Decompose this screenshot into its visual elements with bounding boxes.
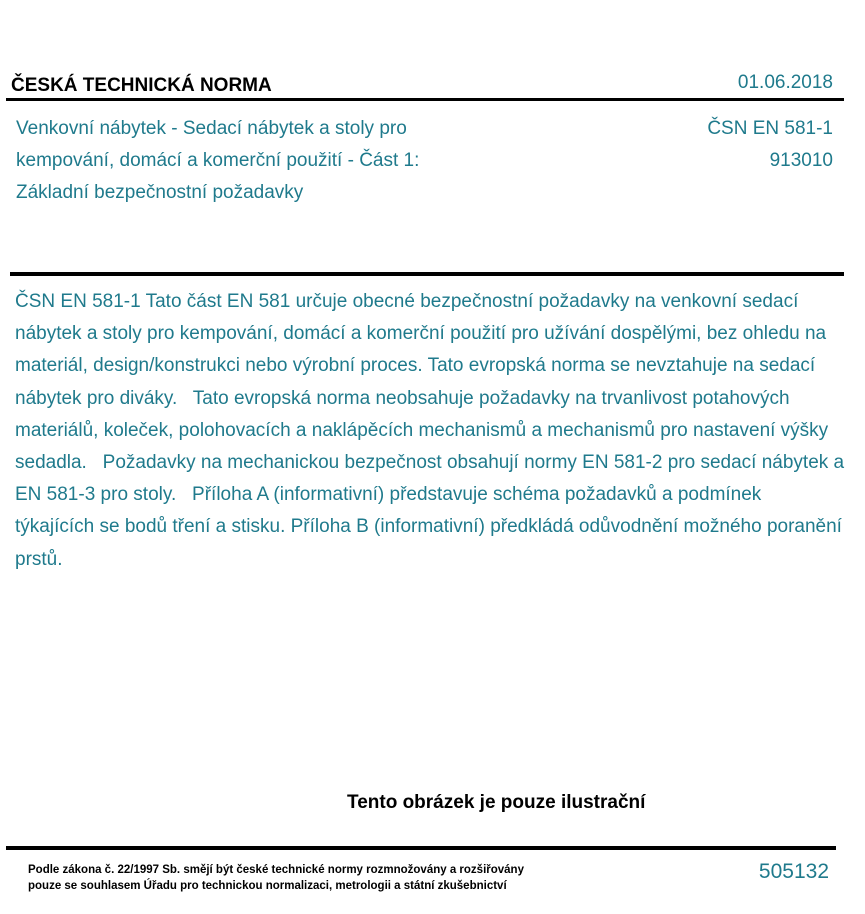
document-reference: [707, 113, 833, 177]
document-number: ČSN EN 581-1: [707, 118, 833, 139]
top-divider: [6, 98, 844, 101]
legal-notice: [28, 862, 524, 894]
publication-date: 01.06.2018: [737, 72, 833, 93]
bottom-divider: [6, 846, 836, 850]
classification-code: 913010: [769, 150, 833, 171]
legal-notice-line-1: Podle zákona č. 22/1997 Sb. smějí být české technické normy rozmnožovány a rozšiřovány: [28, 864, 524, 876]
illustration-disclaimer: Tento obrázek je pouze ilustrační: [347, 792, 646, 813]
catalog-code: 505132: [758, 860, 829, 883]
document-title: Venkovní nábytek - Sedací nábytek a stoly pro kempování, domácí a komerční použití - Část 1: Základní bezpečnostní požadavky: [16, 118, 420, 203]
legal-notice-line-2: pouze se souhlasem Úřadu pro technickou normalizaci, metrologii a státní zkušebnictví: [28, 880, 507, 892]
standard-type-heading: ČESKÁ TECHNICKÁ NORMA: [11, 75, 272, 96]
middle-divider: [10, 272, 844, 276]
abstract-text: ČSN EN 581-1 Tato část EN 581 určuje obecné bezpečnostní požadavky na venkovní sedací nábytek a stoly pro kempování, domácí a komerční použití pro užívání dospělými, bez ohledu na materiál, design/konstrukci nebo výrobní proces. Tato evropská norma se nevztahuje na sedací nábytek pro diváky. Tato evropská norma neobsahuje požadavky na trvanlivost potahových materiálů, koleček, polohovacích a naklápěcích mechanismů a mechanismů pro nastavení výšky sedadla. Požadavky na mechanickou bezpečnost obsahují normy EN 581-2 pro sedací nábytek a EN 581-3 pro stoly. Příloha A (informativní) představuje schéma požadavků a podmínek týkajících se bodů tření a stisku. Příloha B (informativní) předkládá odůvodnění možného poranění prstů.: [15, 291, 850, 570]
